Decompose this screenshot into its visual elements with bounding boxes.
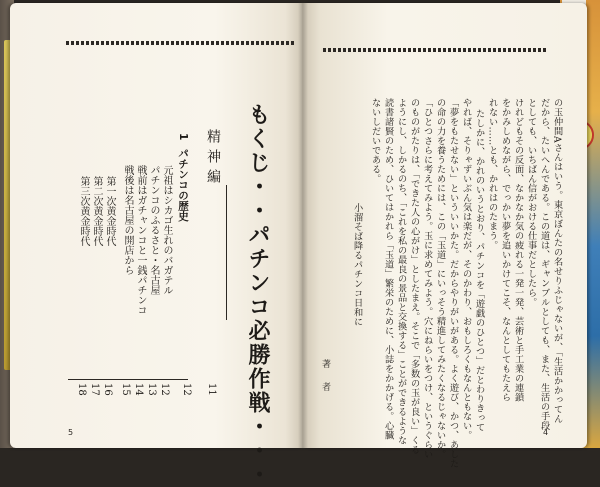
text-column: やれば、そりゃずいぶん気は楽だが、そのかわり、おもしろくもなんともない。: [460, 98, 472, 440]
top-dotted-rule: [66, 41, 294, 45]
author-signature: 著者: [320, 359, 330, 405]
text-column: としても、いちばん信がおける仕事だとしたら。: [525, 98, 537, 307]
entries-bottom-line: [68, 379, 188, 380]
section-title: 精神編: [205, 129, 221, 189]
section-page-number: 11: [206, 383, 217, 396]
top-dotted-rule: [323, 48, 548, 52]
left-page: [10, 3, 303, 487]
chapter-heading: [176, 133, 191, 221]
page-number: 16: [102, 383, 113, 396]
page-number: 12: [159, 383, 170, 396]
text-column: 読書諸賢のため、ひいてはかれら「玉道」繁栄のために、小誌をかかげる。心臓: [382, 98, 394, 440]
text-column: をかみしめながら、でっかい夢を追いかけてこそ、なんとしてもたえら: [499, 98, 511, 402]
page-number: 12: [181, 383, 192, 396]
toc-entry[interactable]: 戦前はガチャンコと一銭パチンコ: [135, 165, 146, 315]
text-column: けれどもその反面、なかなか気の疲れる一発一発、芸術と手工業の連鎖: [512, 98, 524, 402]
text-column: だから、たいへんである。この道は、ギャンブルとしても、また、生活の手段: [538, 98, 550, 431]
book-gutter: [298, 3, 308, 448]
text-column: 「ひとつさらに考えてみよう。玉に求めてみよう。穴にねらいをつけ、というぐらい: [421, 98, 433, 459]
text-column: たしかに、かれのいうとおり、パチンコを「遊戯のひとつ」だとわりきって: [473, 109, 485, 432]
toc-entry[interactable]: 第二次黄金時代: [91, 176, 102, 246]
page-number: 15: [120, 383, 131, 396]
right-page: [303, 3, 587, 469]
text-column: の命の力を養うためには、この「玉道」にいっそう精進してみたくなるじゃないか。: [434, 98, 446, 459]
text-column: ないしだいである。: [369, 98, 381, 184]
toc-title: もくじ・・パチンコ必勝作戦・・・: [245, 103, 271, 487]
dateline: 小溜そば降るパチンコ日和に: [351, 203, 363, 327]
toc-entry[interactable]: 第三次黄金時代: [78, 176, 89, 246]
text-column: 「夢をもたせない」といういいかた。だからやりがいがある。よく遊び、かつ、あした: [447, 98, 459, 469]
page-number: 17: [89, 383, 100, 396]
open-book: [10, 3, 587, 487]
toc-entry[interactable]: 元祖はシカゴ生れのバガテル: [161, 165, 172, 295]
page-folio: 4: [543, 428, 549, 437]
page-number: 14: [133, 383, 144, 396]
text-column: ようにし、しかるのち、「これを私の最良の景品と交換する」ことができるような: [395, 98, 407, 445]
text-column: の玉仲間Aさんはいう。東京ぼんたの名せりふじゃないが、「生活かかってん: [551, 98, 563, 424]
text-column: れない……とも、かれはのたまう。: [486, 98, 498, 250]
toc-entry[interactable]: 第一次黄金時代: [104, 176, 115, 246]
section-leader-line: [226, 185, 227, 320]
page-folio: 5: [68, 428, 74, 437]
toc-entry[interactable]: 戦後は名古屋の開店から: [122, 165, 133, 275]
text-column: のものがたりは、「できた人の心がけ」としたまえ。そこで「多数の玉が良い」くる: [408, 98, 420, 455]
chapter-title: パチンコの歴史: [177, 147, 189, 222]
page-number: 18: [76, 383, 87, 396]
page-number: 13: [146, 383, 157, 396]
toc-entry[interactable]: パチンコのふるさと・名古屋: [148, 165, 159, 295]
chapter-number: 1: [177, 133, 189, 141]
